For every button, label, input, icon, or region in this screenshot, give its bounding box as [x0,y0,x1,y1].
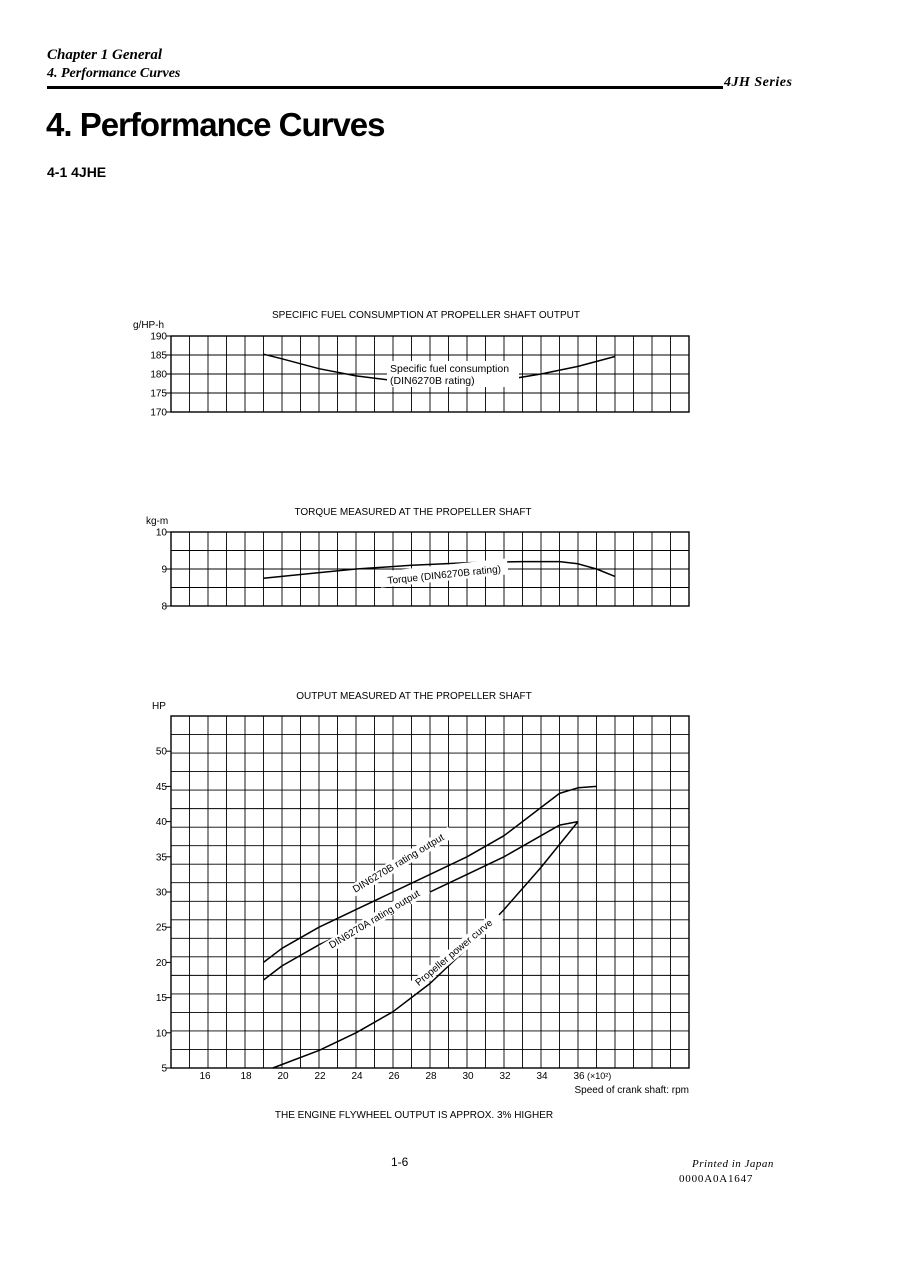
x-tick-label: 22 [314,1071,326,1082]
page-number: 1-6 [391,1155,409,1169]
y-tick-label: 175 [150,388,167,400]
y-tick-label: 8 [161,601,167,613]
page-title: 4. Performance Curves [46,106,385,143]
annotation-label: Torque (DIN6270B rating) [387,564,502,587]
x-tick-label: 32 [499,1071,511,1082]
y-tick-label: 9 [161,564,167,576]
y-tick-label: 180 [150,369,167,381]
chart-fuel [133,310,689,419]
x-axis-label: Speed of crank shaft: rpm [574,1085,689,1096]
subsection-title: 4-1 4JHE [47,164,107,180]
series-label: Propeller power curve [413,917,496,989]
chart-output [152,691,689,1096]
y-tick-label: 185 [150,350,167,362]
x-tick-label: 34 [536,1071,548,1082]
y-axis-label: HP [152,701,166,712]
y-tick-label: 15 [155,993,167,1005]
y-tick-label: 10 [155,1028,167,1040]
x-tick-label: 26 [388,1071,400,1082]
y-tick-label: 20 [155,957,167,969]
chapter-heading: Chapter 1 General [47,47,163,63]
x-multiplier-label: (×10²) [587,1071,612,1081]
document-code: 0000A0A1647 [679,1173,754,1185]
y-tick-label: 10 [155,527,167,539]
series-label: DIN6270A rating output [327,888,423,952]
x-tick-label: 28 [425,1071,437,1082]
annotation-label: Specific fuel consumption [390,363,510,375]
x-tick-label: 18 [240,1071,252,1082]
chart-title: OUTPUT MEASURED AT THE PROPELLER SHAFT [296,691,532,702]
x-tick-label: 20 [277,1071,289,1082]
x-tick-label: 30 [462,1071,474,1082]
y-axis-label: kg-m [146,516,169,527]
y-axis-label: g/HP-h [133,320,165,331]
annotation-label: (DIN6270B rating) [390,375,475,387]
y-tick-label: 30 [155,887,167,899]
y-tick-label: 25 [155,922,167,934]
section-heading: 4. Performance Curves [47,66,181,81]
chart-title: TORQUE MEASURED AT THE PROPELLER SHAFT [294,507,532,518]
x-tick-label: 16 [199,1071,211,1082]
chart-title: SPECIFIC FUEL CONSUMPTION AT PROPELLER SHAFT OUTPUT [271,310,581,321]
y-tick-label: 5 [161,1063,167,1075]
y-tick-label: 190 [150,331,167,343]
y-tick-label: 50 [155,746,167,758]
printed-in: Printed in Japan [692,1158,774,1170]
y-tick-label: 45 [155,781,167,793]
footnote: THE ENGINE FLYWHEEL OUTPUT IS APPROX. 3% HIGHER [274,1110,554,1121]
x-tick-label: 36 [573,1071,585,1082]
chart-torque [146,507,689,613]
series-label: 4JH Series [724,75,793,90]
y-tick-label: 35 [155,852,167,864]
series-label: DIN6270B rating output [351,832,447,896]
y-tick-label: 40 [155,817,167,829]
y-tick-label: 170 [150,407,167,419]
x-tick-label: 24 [351,1071,363,1082]
